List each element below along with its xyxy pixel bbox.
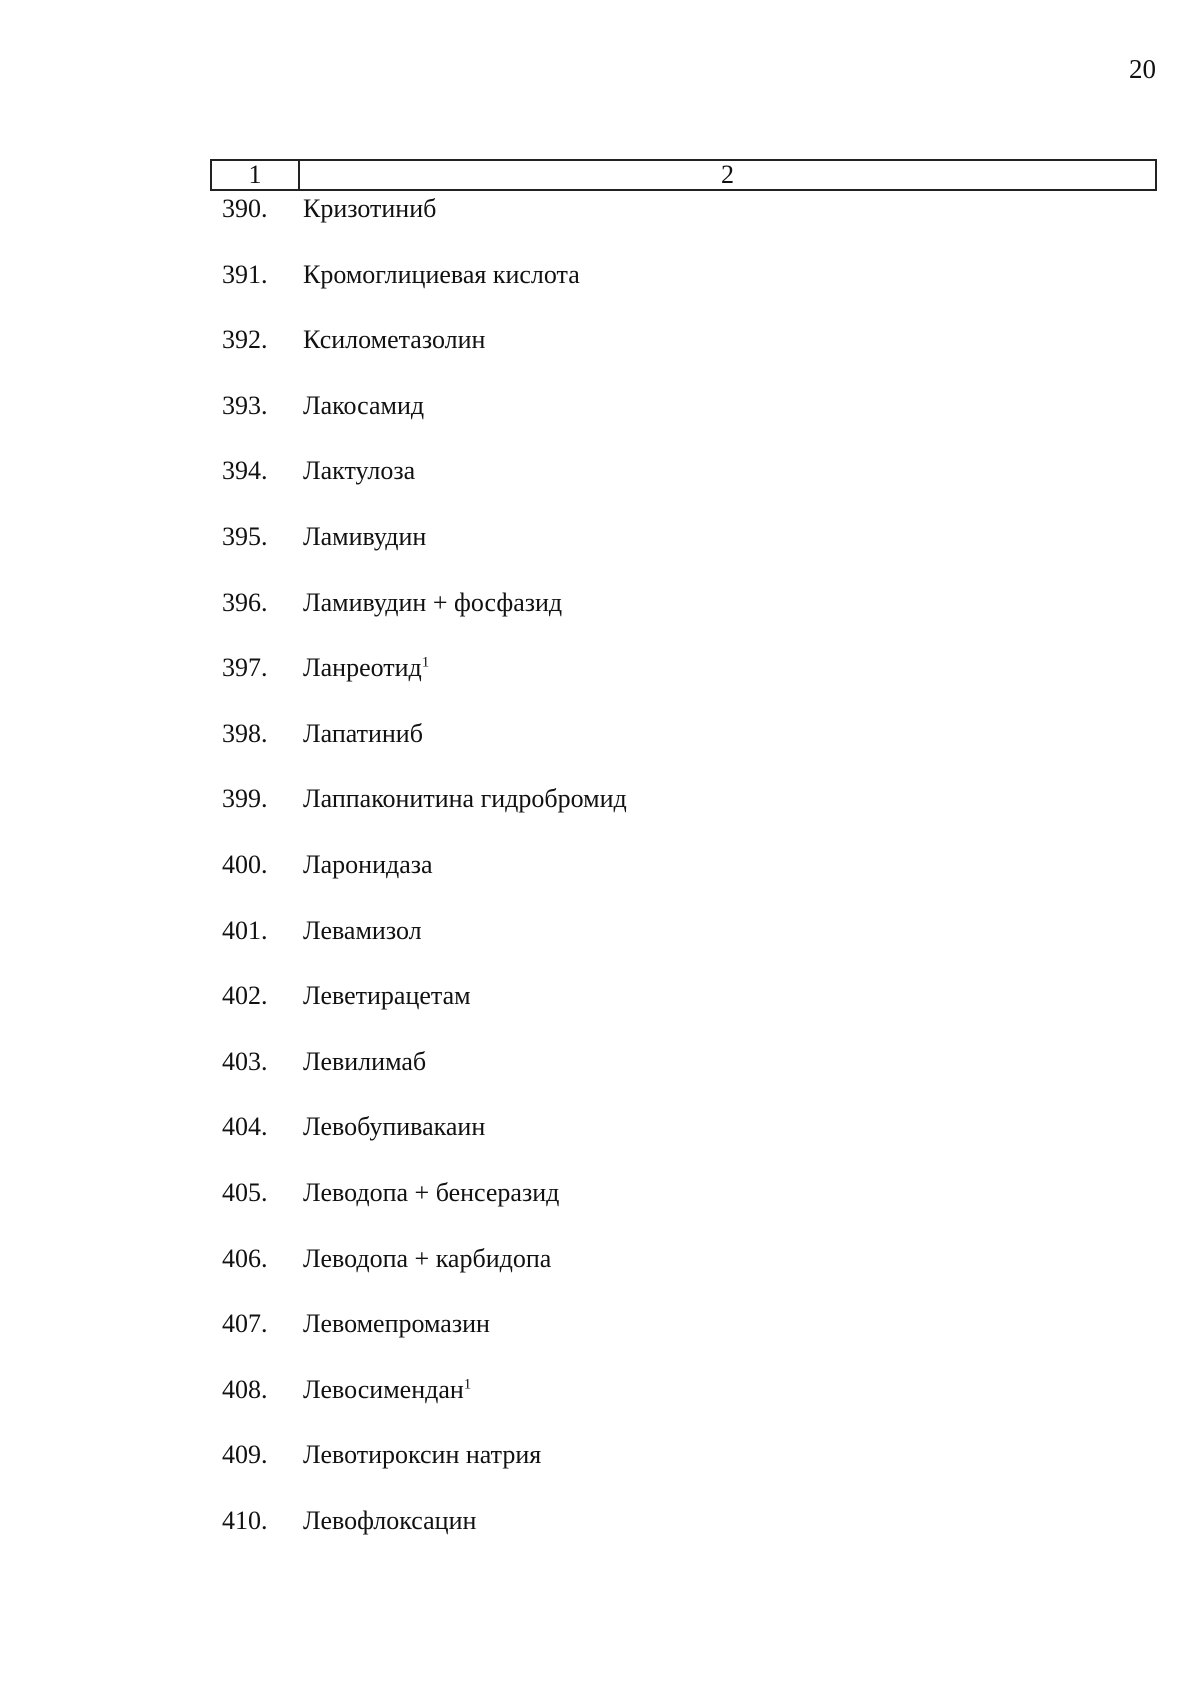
table-row [0,847,1200,913]
table-row [0,1044,1200,1110]
row-number: 391. [222,259,268,289]
table-row [0,453,1200,519]
drug-name [303,849,433,881]
row-number: 407. [222,1309,268,1339]
footnote-marker: 1 [463,1376,472,1393]
drug-name-text: Леводопа + бенсеразид [303,1177,560,1207]
drug-name [303,1046,426,1078]
drug-name-text: Лактулоза [303,456,416,486]
table-row [0,781,1200,847]
drug-name [303,1177,559,1209]
row-number: 396. [222,587,268,617]
drug-name-text: Ларонидаза [303,849,433,879]
drug-name [303,259,580,291]
row-number: 397. [222,653,268,683]
drug-name-text: Левилимаб [303,1046,427,1076]
page-number: 20 [1129,54,1156,84]
drug-name-text: Лапатиниб [303,718,423,748]
drug-name-text: Ламивудин [303,521,427,551]
row-number: 394. [222,456,268,486]
row-number: 408. [222,1374,268,1404]
row-number: 393. [222,390,268,420]
table-row [0,1503,1200,1569]
drug-name [303,915,422,947]
drug-name-text: Ламивудин + фосфазид [303,587,563,617]
drug-name [303,1308,490,1340]
row-number: 401. [222,915,268,945]
drug-name [303,521,426,553]
drug-name-text: Левобупивакаин [303,1112,486,1142]
table-row [0,1175,1200,1241]
table-header [210,159,1157,191]
row-number: 399. [222,784,268,814]
drug-name-text: Лакосамид [303,390,425,420]
table-row [0,322,1200,388]
drug-name-text: Левофлоксацин [303,1505,477,1535]
drug-name-text: Кромоглициевая кислота [303,259,580,289]
header-col-name: 2 [721,160,734,189]
drug-name [303,1505,476,1537]
drug-list [0,191,1200,1568]
row-number: 410. [222,1505,268,1535]
drug-name-text: Ланреотид [303,653,422,683]
row-number: 402. [222,981,268,1011]
drug-name [303,1111,485,1143]
row-number: 400. [222,849,268,879]
table-row [0,1241,1200,1307]
table-row [0,585,1200,651]
row-number: 403. [222,1046,268,1076]
drug-name-text: Левомепромазин [303,1309,490,1339]
drug-name [303,652,429,684]
drug-name-text: Леводопа + карбидопа [303,1243,552,1273]
drug-name-text: Левосимендан [303,1374,464,1404]
header-col-number: 1 [212,161,300,189]
table-row [0,913,1200,979]
footnote-marker: 1 [421,654,430,671]
drug-name-text: Левамизол [303,915,422,945]
table-row [0,1372,1200,1438]
drug-name [303,193,436,225]
drug-name [303,324,485,356]
row-number: 390. [222,194,268,223]
table-row [0,650,1200,716]
drug-name [303,587,562,619]
drug-name [303,980,471,1012]
row-number: 405. [222,1177,268,1207]
drug-name [303,455,415,487]
table-row [0,519,1200,585]
drug-name-text: Леветирацетам [303,981,471,1011]
table-row [0,257,1200,323]
drug-name-text: Ксилометазолин [303,325,486,355]
row-number: 395. [222,521,268,551]
drug-name [303,1439,541,1471]
row-number: 409. [222,1440,268,1470]
drug-name [303,1374,471,1406]
table-row [0,1306,1200,1372]
table-row [0,388,1200,454]
row-number: 406. [222,1243,268,1273]
row-number: 398. [222,718,268,748]
table-row [0,191,1200,257]
drug-name-text: Кризотиниб [303,194,437,223]
table-row [0,1437,1200,1503]
table-row [0,1109,1200,1175]
drug-name [303,783,627,815]
table-row [0,978,1200,1044]
drug-name-text: Лаппаконитина гидробромид [303,784,627,814]
row-number: 392. [222,325,268,355]
row-number: 404. [222,1112,268,1142]
drug-name-text: Левотироксин натрия [303,1440,542,1470]
drug-name [303,390,424,422]
table-row [0,716,1200,782]
drug-name [303,1243,551,1275]
drug-name [303,718,423,750]
